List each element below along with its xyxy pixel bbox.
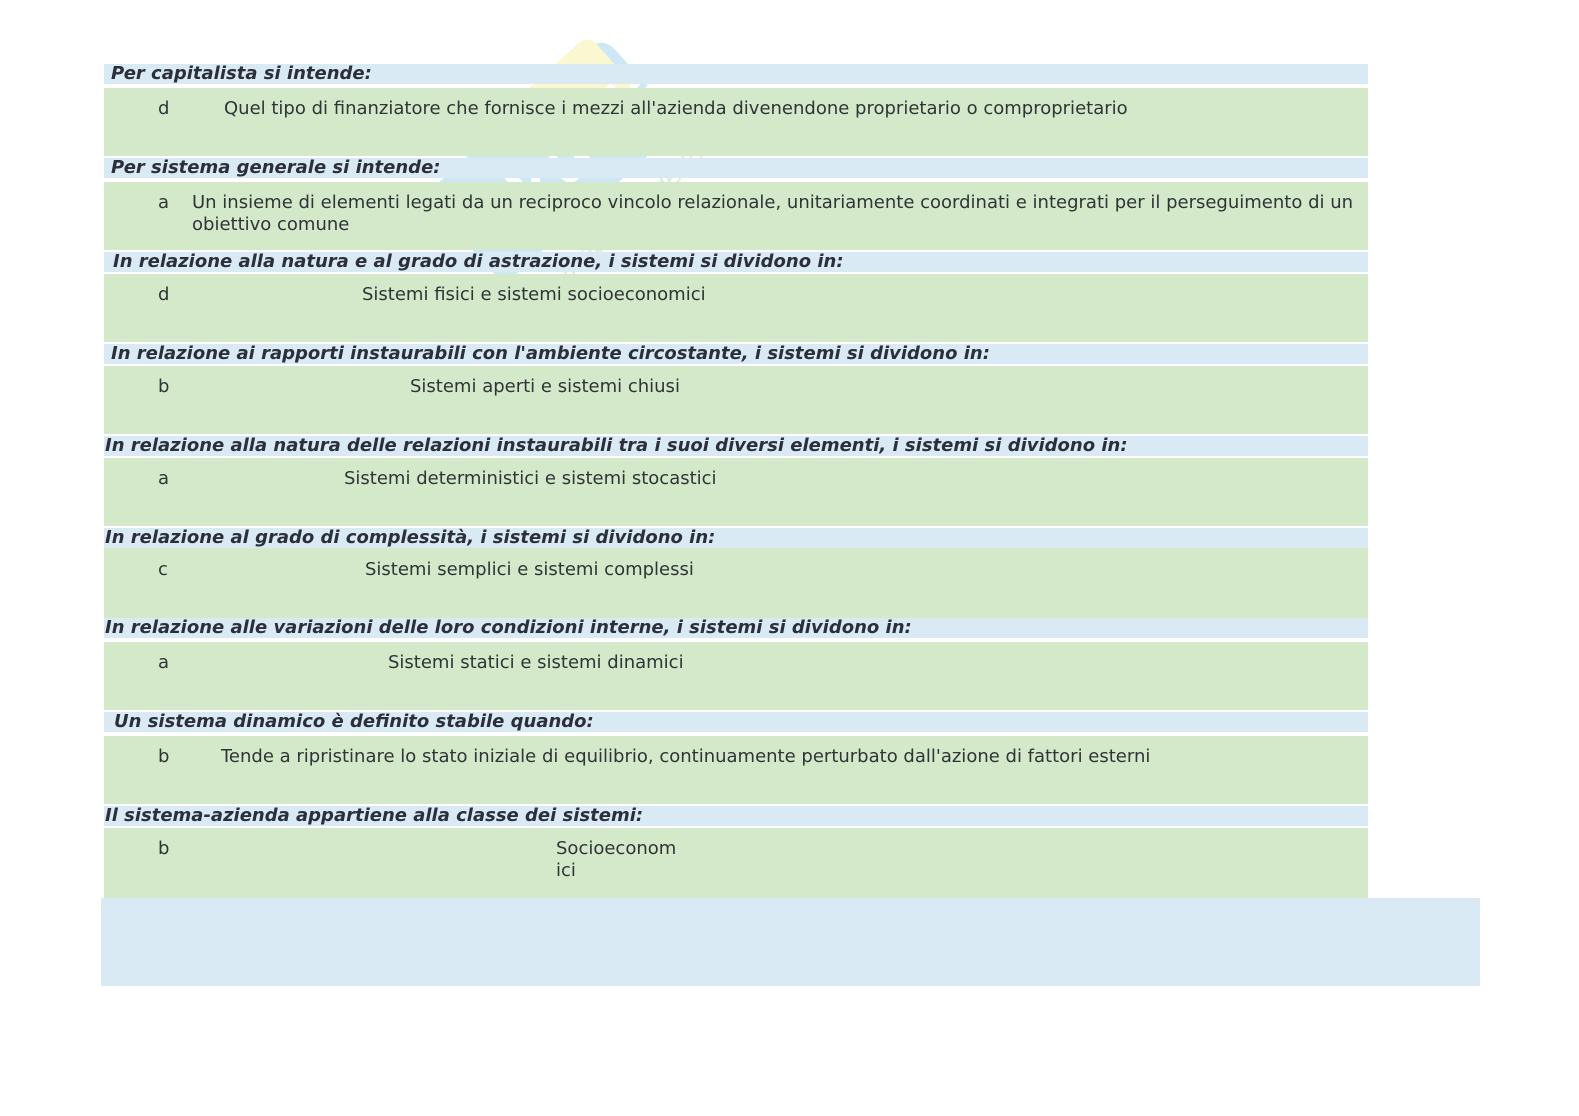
question-row xyxy=(104,64,1368,84)
empty-footer-box xyxy=(101,898,1480,986)
answer-letter: c xyxy=(158,559,168,580)
answer-text: Sistemi deterministici e sistemi stocastici xyxy=(344,468,717,489)
answer-row xyxy=(104,458,1368,526)
question-text: Il sistema-azienda appartiene alla classe dei sistemi: xyxy=(105,806,644,826)
question-text: In relazione alla natura delle relazioni instaurabili tra i suoi diversi elementi, i sistemi si dividono in: xyxy=(105,436,1128,456)
question-text: Per sistema generale si intende: xyxy=(111,158,441,178)
answer-text: Sistemi statici e sistemi dinamici xyxy=(388,652,684,673)
question-text: In relazione alla natura e al grado di astrazione, i sistemi si dividono in: xyxy=(113,252,844,272)
answer-letter: a xyxy=(158,468,170,489)
answer-row xyxy=(104,182,1368,250)
question-row xyxy=(104,712,1368,732)
answer-text: Quel tipo di finanziatore che fornisce i mezzi all'azienda divenendone proprietario o comproprietario xyxy=(224,98,1128,119)
answer-row xyxy=(104,274,1368,342)
answer-text: Sistemi semplici e sistemi complessi xyxy=(365,559,694,580)
answer-row xyxy=(104,736,1368,804)
question-text: Un sistema dinamico è definito stabile quando: xyxy=(114,712,594,732)
answer-letter: b xyxy=(158,746,170,767)
answer-letter: d xyxy=(158,284,170,305)
answer-letter: a xyxy=(158,192,170,213)
question-text: Per capitalista si intende: xyxy=(111,64,372,84)
question-row xyxy=(104,344,1368,364)
answer-letter: b xyxy=(158,838,170,859)
question-row xyxy=(104,806,1368,826)
answer-row xyxy=(104,828,1368,898)
question-row xyxy=(104,436,1368,456)
question-row xyxy=(104,528,1368,548)
answer-row xyxy=(104,88,1368,156)
question-text: In relazione al grado di complessità, i sistemi si dividono in: xyxy=(105,528,716,548)
answer-text: Tende a ripristinare lo stato iniziale di equilibrio, continuamente perturbato dall'azione di fattori esterni xyxy=(221,746,1151,767)
question-text: In relazione alle variazioni delle loro condizioni interne, i sistemi si dividono in: xyxy=(105,618,912,638)
answer-letter: d xyxy=(158,98,170,119)
answer-text: Un insieme di elementi legati da un reciproco vincolo relazionale, unitariamente coordinati e integrati per il perseguimento di un obiettivo comune xyxy=(192,192,1354,235)
answer-text: Sistemi fisici e sistemi socioeconomici xyxy=(362,284,706,305)
question-text: In relazione ai rapporti instaurabili con l'ambiente circostante, i sistemi si dividono in: xyxy=(111,344,990,364)
answer-text: Sistemi aperti e sistemi chiusi xyxy=(410,376,680,397)
answer-row xyxy=(104,642,1368,710)
question-row xyxy=(104,618,1368,638)
answer-letter: b xyxy=(158,376,170,397)
question-row xyxy=(104,158,1368,178)
answer-text: Socioeconom ici xyxy=(556,838,677,881)
answer-row xyxy=(104,366,1368,434)
question-row xyxy=(104,252,1368,272)
answer-letter: a xyxy=(158,652,170,673)
answer-row xyxy=(104,548,1368,618)
